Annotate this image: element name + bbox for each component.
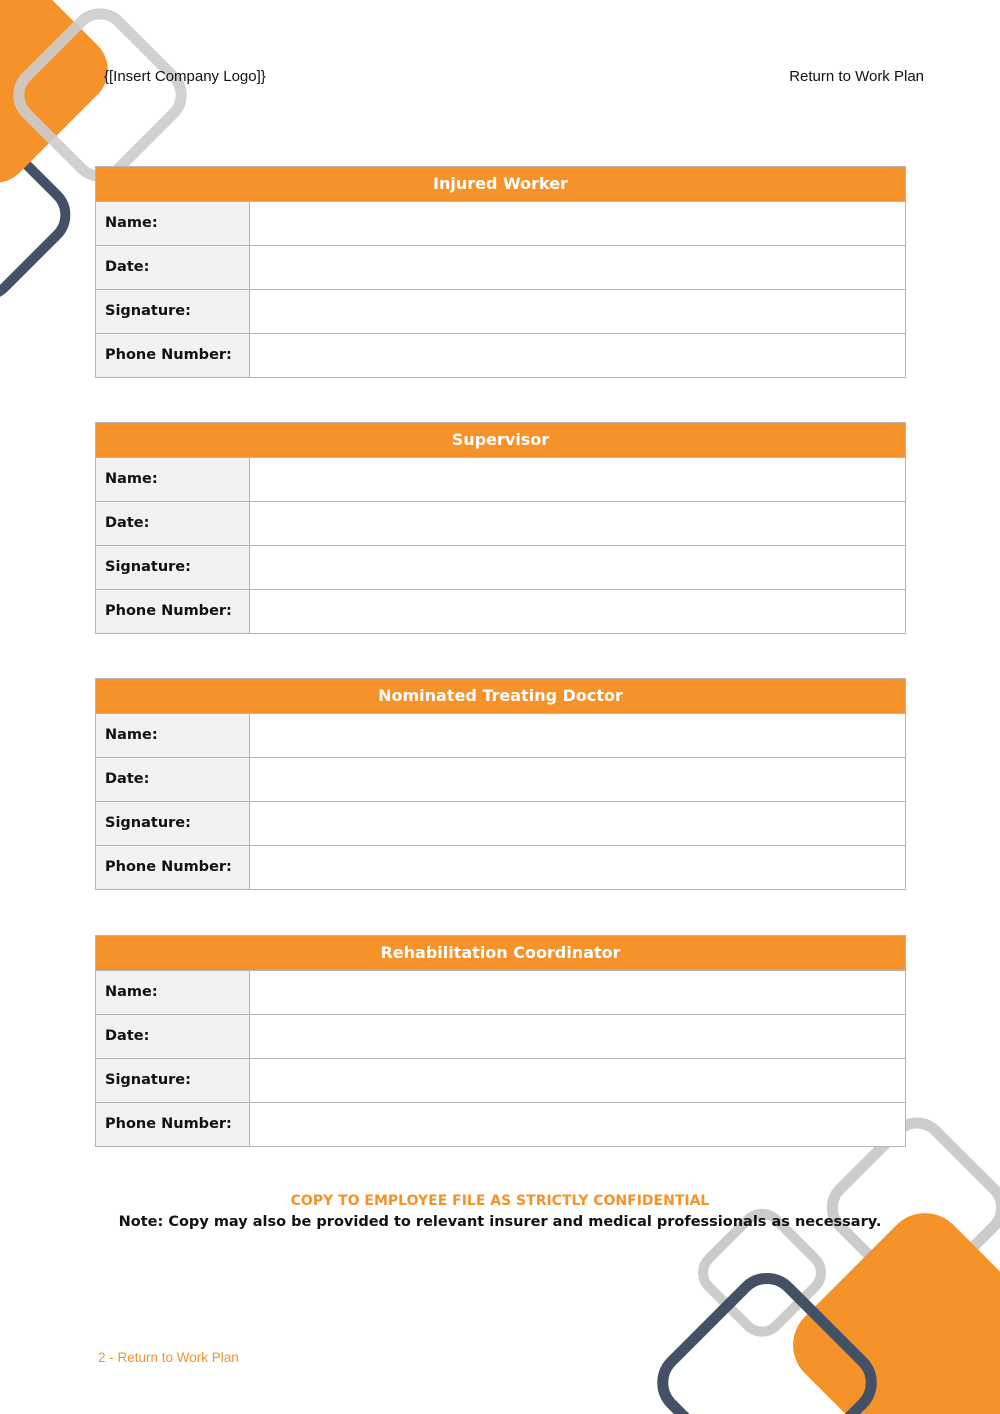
injured-worker-section xyxy=(95,166,906,378)
section-title: Supervisor xyxy=(96,423,905,458)
phone-number-field[interactable] xyxy=(250,846,905,889)
name-field[interactable] xyxy=(250,714,905,757)
phone-number-field[interactable] xyxy=(250,1103,905,1146)
field-label: Signature: xyxy=(96,546,250,589)
company-logo-placeholder: {[Insert Company Logo]} xyxy=(104,68,266,85)
phone-number-field[interactable] xyxy=(250,334,905,377)
phone-number-row xyxy=(96,1103,905,1146)
section-title: Nominated Treating Doctor xyxy=(96,679,905,714)
signature-row xyxy=(96,546,905,590)
treating-doctor-section xyxy=(95,678,906,890)
date-row xyxy=(96,1015,905,1059)
section-title: Injured Worker xyxy=(96,167,905,202)
signature-field[interactable] xyxy=(250,290,905,333)
field-label: Phone Number: xyxy=(96,1103,250,1146)
name-row xyxy=(96,971,905,1015)
name-field[interactable] xyxy=(250,458,905,501)
confidential-notice: COPY TO EMPLOYEE FILE AS STRICTLY CONFIDENTIAL xyxy=(290,1193,710,1209)
signature-field[interactable] xyxy=(250,546,905,589)
date-row xyxy=(96,246,905,290)
date-field[interactable] xyxy=(250,502,905,545)
field-label: Signature: xyxy=(96,802,250,845)
field-label: Date: xyxy=(96,246,250,289)
page-footer: 2 - Return to Work Plan xyxy=(98,1350,239,1365)
signature-row xyxy=(96,290,905,334)
phone-number-row xyxy=(96,590,905,633)
date-field[interactable] xyxy=(250,1015,905,1058)
name-row xyxy=(96,458,905,502)
field-label: Signature: xyxy=(96,1059,250,1102)
name-row xyxy=(96,714,905,758)
distribution-note: Note: Copy may also be provided to relevant insurer and medical professionals as necessary. xyxy=(118,1214,882,1230)
signature-field[interactable] xyxy=(250,802,905,845)
field-label: Date: xyxy=(96,758,250,801)
field-label: Name: xyxy=(96,714,250,757)
field-label: Name: xyxy=(96,458,250,501)
name-field[interactable] xyxy=(250,202,905,245)
field-label: Name: xyxy=(96,971,250,1014)
field-label: Phone Number: xyxy=(96,334,250,377)
signature-field[interactable] xyxy=(250,1059,905,1102)
field-label: Name: xyxy=(96,202,250,245)
rehabilitation-coordinator-section xyxy=(95,935,906,1147)
phone-number-row xyxy=(96,846,905,889)
date-row xyxy=(96,758,905,802)
field-label: Date: xyxy=(96,502,250,545)
field-label: Phone Number: xyxy=(96,846,250,889)
field-label: Phone Number: xyxy=(96,590,250,633)
supervisor-section xyxy=(95,422,906,634)
date-field[interactable] xyxy=(250,246,905,289)
section-title: Rehabilitation Coordinator xyxy=(96,936,905,971)
signature-row xyxy=(96,1059,905,1103)
name-row xyxy=(96,202,905,246)
phone-number-row xyxy=(96,334,905,377)
field-label: Signature: xyxy=(96,290,250,333)
document-title: Return to Work Plan xyxy=(789,68,924,85)
phone-number-field[interactable] xyxy=(250,590,905,633)
date-field[interactable] xyxy=(250,758,905,801)
signature-row xyxy=(96,802,905,846)
date-row xyxy=(96,502,905,546)
field-label: Date: xyxy=(96,1015,250,1058)
name-field[interactable] xyxy=(250,971,905,1014)
